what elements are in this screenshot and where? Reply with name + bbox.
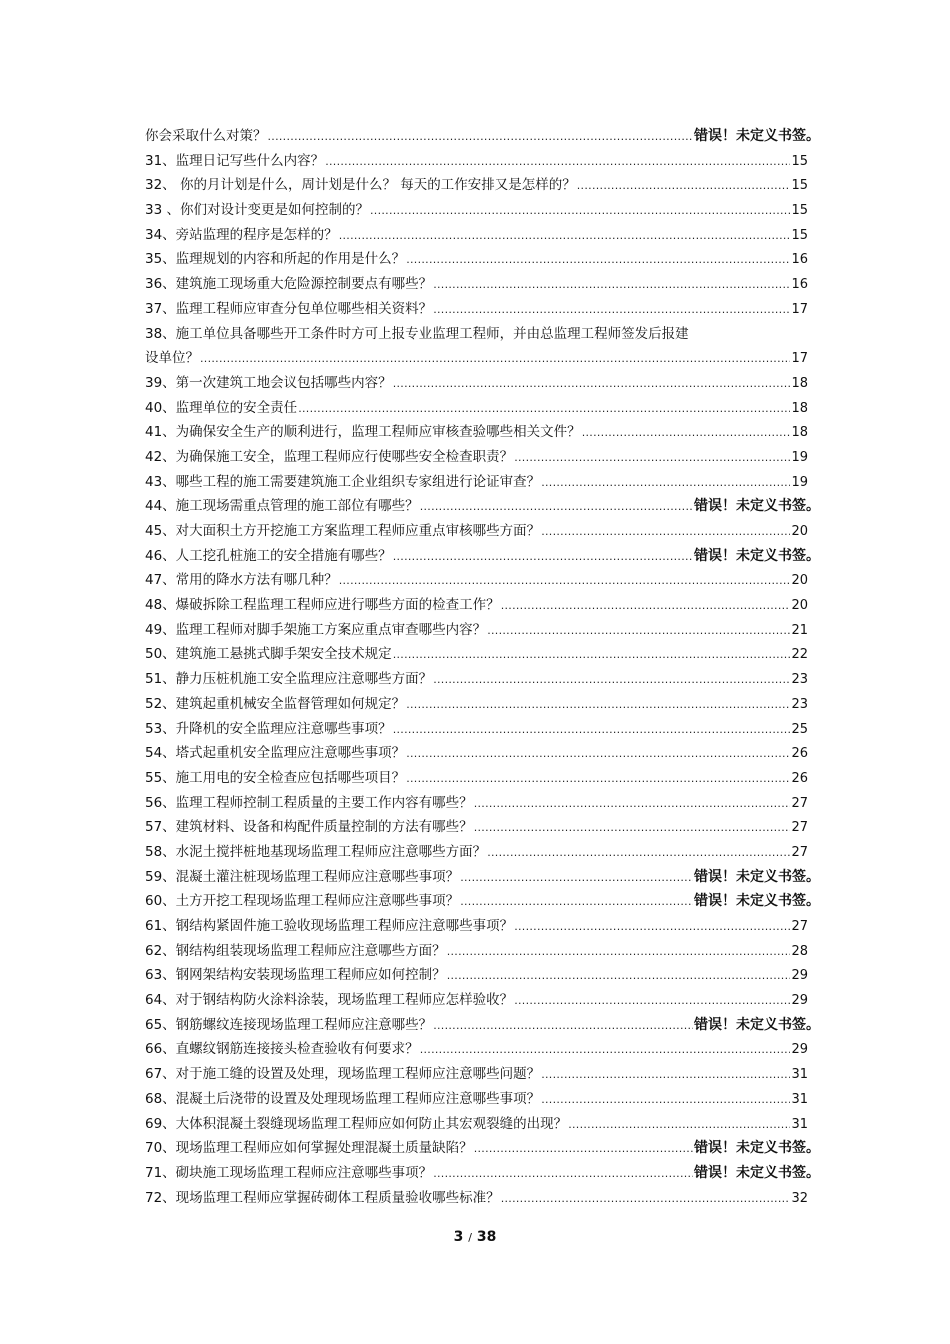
toc-page-number: 15 — [791, 203, 808, 219]
dot-leader — [514, 989, 790, 1014]
toc-entry-text: 64、对于钢结构防火涂料涂装，现场监理工程师应怎样验收？ — [145, 992, 514, 1009]
dot-leader — [433, 1014, 693, 1039]
current-page: 3 — [453, 1229, 464, 1245]
dot-leader — [541, 471, 790, 496]
toc-entry[interactable] — [145, 840, 808, 865]
toc-page-number: 31 — [791, 1091, 808, 1107]
toc-page-number: 29 — [791, 1042, 808, 1058]
dot-leader — [393, 545, 693, 570]
toc-entry[interactable] — [145, 1062, 808, 1087]
dot-leader — [447, 940, 791, 965]
dot-leader — [339, 224, 791, 249]
toc-entry[interactable] — [145, 223, 808, 248]
toc-page-number: 19 — [791, 449, 808, 465]
toc-page-number: 19 — [791, 474, 808, 490]
bookmark-error: 错误！未定义书签。 — [694, 128, 820, 144]
dot-leader — [339, 569, 791, 594]
toc-page-number: 27 — [791, 844, 808, 860]
toc-entry[interactable] — [145, 149, 808, 174]
toc-entry[interactable] — [145, 988, 808, 1013]
dot-leader — [487, 841, 790, 866]
toc-entry-text: 65、钢筋螺纹连接现场监理工程师应注意哪些？ — [145, 1016, 433, 1033]
toc-entry[interactable] — [145, 247, 808, 272]
bookmark-error: 错误！未定义书签。 — [694, 893, 820, 910]
dot-leader — [406, 767, 790, 792]
dot-leader — [474, 1137, 693, 1162]
toc-entry-text: 62、钢结构组装现场监理工程师应注意哪些方面？ — [145, 942, 446, 959]
toc-entry-text: 60、土方开挖工程现场监理工程师应注意哪些事项？ — [145, 893, 460, 910]
toc-page-number: 18 — [791, 425, 808, 441]
toc-page-number: 17 — [791, 351, 808, 367]
toc-entry[interactable] — [145, 1037, 808, 1062]
toc-entry-text: 70、现场监理工程师应如何掌握处理混凝土质量缺陷？ — [145, 1140, 473, 1157]
toc-entry[interactable] — [145, 544, 820, 569]
dot-leader — [406, 693, 790, 718]
toc-entry[interactable] — [145, 272, 808, 297]
toc-entry-text: 43、哪些工程的施工需要建筑施工企业组织专家组进行论证审查？ — [145, 473, 541, 490]
toc-page-number: 20 — [791, 598, 808, 614]
toc-entry[interactable] — [145, 815, 808, 840]
toc-entry-text: 44、施工现场需重点管理的施工部位有哪些？ — [145, 498, 419, 515]
toc-entry-text: 69、大体积混凝土裂缝现场监理工程师应如何防止其宏观裂缝的出现？ — [145, 1115, 568, 1132]
toc-entry[interactable] — [145, 914, 808, 939]
toc-page-number: 29 — [791, 993, 808, 1009]
toc-entry[interactable] — [145, 396, 808, 421]
toc-entry-text: 你会采取什么对策？ — [145, 128, 267, 144]
dot-leader — [447, 964, 791, 989]
toc-page-number: 27 — [791, 919, 808, 934]
toc-entry[interactable] — [145, 766, 808, 791]
toc-entry-text: 40、监理单位的安全责任 — [145, 399, 298, 416]
dot-leader — [474, 792, 791, 817]
toc-entry[interactable] — [145, 1013, 820, 1038]
toc-entry-text: 68、混凝土后浇带的设置及处理现场监理工程师应注意哪些事项？ — [145, 1090, 541, 1107]
dot-leader — [298, 397, 790, 422]
dot-leader — [582, 421, 791, 446]
dot-leader — [433, 668, 790, 693]
toc-entry[interactable] — [145, 1112, 808, 1137]
dot-leader — [514, 446, 790, 471]
toc-entry-text: 53、升降机的安全监理应注意哪些事项？ — [145, 720, 392, 737]
toc-entry-text: 71、砌块施工现场监理工程师应注意哪些事项？ — [145, 1164, 433, 1181]
toc-entry-text: 37、监理工程师应审查分包单位哪些相关资料？ — [145, 300, 433, 317]
bookmark-error: 错误！未定义书签。 — [694, 1016, 820, 1033]
dot-leader — [420, 495, 693, 520]
toc-entry-text: 48、爆破拆除工程监理工程师应进行哪些方面的检查工作？ — [145, 597, 500, 614]
toc-entry[interactable] — [145, 124, 820, 149]
toc-page-number: 26 — [791, 746, 808, 762]
toc-entry-text: 34、旁站监理的程序是怎样的？ — [145, 226, 338, 243]
toc-entry[interactable] — [145, 1087, 808, 1112]
page-separator: / — [468, 1231, 472, 1244]
dot-leader — [433, 298, 790, 323]
toc-page-number: 16 — [791, 252, 808, 268]
dot-leader — [200, 347, 790, 372]
dot-leader — [487, 619, 790, 644]
toc-entry[interactable] — [145, 322, 808, 371]
toc-page-number: 31 — [791, 1116, 808, 1132]
bookmark-error: 错误！未定义书签。 — [694, 1140, 820, 1157]
dot-leader — [370, 199, 790, 224]
toc-entry[interactable] — [145, 198, 808, 223]
toc-entry-text: 50、建筑施工悬挑式脚手架安全技术规定 — [145, 646, 392, 663]
toc-entry-text: 54、塔式起重机安全监理应注意哪些事项？ — [145, 745, 406, 762]
toc-entry[interactable] — [145, 618, 808, 643]
toc-page-number: 29 — [791, 968, 808, 984]
toc-entry[interactable] — [145, 667, 808, 692]
toc-entry-text: 55、施工用电的安全检查应包括哪些项目？ — [145, 769, 406, 786]
toc-entry-text: 41、为确保安全生产的顺利进行，监理工程师应审核查验哪些相关文件？ — [145, 424, 581, 441]
toc-entry-text: 58、水泥土搅拌桩地基现场监理工程师应注意哪些方面？ — [145, 843, 487, 860]
toc-entry[interactable] — [145, 741, 808, 766]
toc-page-number: 20 — [791, 573, 808, 589]
toc-entry[interactable] — [145, 568, 808, 593]
bookmark-error: 错误！未定义书签。 — [694, 868, 820, 885]
toc-page-number: 23 — [791, 672, 808, 688]
toc-page-number: 17 — [791, 301, 808, 317]
toc-page-number: 20 — [791, 524, 808, 539]
dot-leader — [268, 125, 694, 150]
toc-entry[interactable] — [145, 519, 808, 544]
dot-leader — [474, 816, 791, 841]
toc-entry[interactable] — [145, 297, 808, 322]
toc-entry-text: 59、混凝土灌注桩现场监理工程师应注意哪些事项？ — [145, 868, 460, 885]
toc-entry[interactable] — [145, 593, 808, 618]
dot-leader — [393, 643, 791, 668]
toc-page-number: 22 — [791, 647, 808, 663]
toc-entry[interactable] — [145, 642, 808, 667]
toc-page-number: 25 — [791, 721, 808, 737]
toc-entry-text: 32、 你的月计划是什么，周计划是什么？ 每天的工作安排又是怎样的？ — [145, 177, 576, 194]
toc-page-number: 26 — [791, 770, 808, 786]
toc-entry-text: 57、建筑材料、设备和构配件质量控制的方法有哪些？ — [145, 819, 473, 836]
toc-entry-text: 45、对大面积土方开挖施工方案监理工程师应重点审核哪些方面？ — [145, 523, 541, 539]
toc-entry-text: 49、监理工程师对脚手架施工方案应重点审查哪些内容？ — [145, 621, 487, 638]
toc-page-number: 18 — [791, 400, 808, 416]
toc-entry[interactable] — [145, 963, 808, 988]
table-of-contents — [145, 124, 820, 1210]
toc-entry[interactable] — [145, 692, 808, 717]
toc-entry[interactable] — [145, 1161, 820, 1186]
dot-leader — [433, 273, 790, 298]
toc-page-number: 27 — [791, 820, 808, 836]
dot-leader — [393, 372, 791, 397]
toc-entry[interactable] — [145, 420, 808, 445]
bookmark-error: 错误！未定义书签。 — [694, 547, 820, 564]
toc-entry-text: 63、钢网架结构安装现场监理工程师应如何控制？ — [145, 967, 446, 984]
toc-page-number: 15 — [791, 178, 808, 194]
dot-leader — [541, 1063, 790, 1088]
dot-leader — [541, 520, 790, 545]
dot-leader — [420, 1038, 791, 1063]
dot-leader — [393, 718, 791, 743]
toc-entry-text: 72、现场监理工程师应掌握砖砌体工程质量验收哪些标准？ — [145, 1189, 500, 1206]
toc-entry-text: 61、钢结构紧固件施工验收现场监理工程师应注意哪些事项？ — [145, 918, 514, 934]
dot-leader — [541, 1088, 790, 1113]
dot-leader — [568, 1113, 790, 1138]
toc-page-number: 21 — [791, 622, 808, 638]
dot-leader — [514, 915, 790, 940]
toc-entry[interactable] — [145, 445, 808, 470]
toc-entry[interactable] — [145, 494, 820, 519]
dot-leader — [406, 248, 790, 273]
dot-leader — [577, 174, 791, 199]
dot-leader — [406, 742, 790, 767]
toc-entry-text: 39、第一次建筑工地会议包括哪些内容？ — [145, 374, 392, 391]
toc-entry-text: 51、静力压桩机施工安全监理应注意哪些方面？ — [145, 671, 433, 688]
toc-entry-text: 66、直螺纹钢筋连接接头检查验收有何要求？ — [145, 1041, 419, 1058]
toc-page-number: 32 — [791, 1190, 808, 1206]
toc-page-number: 15 — [791, 227, 808, 243]
dot-leader — [433, 1162, 693, 1187]
dot-leader — [460, 890, 693, 915]
toc-entry[interactable] — [145, 791, 808, 816]
dot-leader — [501, 594, 791, 619]
toc-entry[interactable] — [145, 371, 808, 396]
toc-page-number: 27 — [791, 795, 808, 811]
bookmark-error: 错误！未定义书签。 — [694, 1164, 820, 1181]
toc-entry[interactable] — [145, 939, 808, 964]
toc-entry-text: 36、建筑施工现场重大危险源控制要点有哪些？ — [145, 276, 433, 293]
total-pages: 38 — [476, 1229, 497, 1245]
dot-leader — [460, 866, 693, 891]
toc-entry-text: 设单位？ — [145, 350, 199, 367]
toc-page-number: 28 — [791, 943, 808, 959]
toc-entry[interactable] — [145, 889, 820, 914]
toc-entry[interactable] — [145, 717, 808, 742]
toc-entry[interactable] — [145, 173, 808, 198]
toc-page-number: 23 — [791, 696, 808, 712]
toc-entry-text: 46、人工挖孔桩施工的安全措施有哪些？ — [145, 547, 392, 564]
toc-page-number: 31 — [791, 1067, 808, 1083]
toc-entry-text: 56、监理工程师控制工程质量的主要工作内容有哪些？ — [145, 794, 473, 811]
toc-entry-text: 52、建筑起重机械安全监督管理如何规定？ — [145, 695, 406, 712]
dot-leader — [325, 150, 790, 175]
toc-entry-text: 42、为确保施工安全，监理工程师应行使哪些安全检查职责？ — [145, 448, 514, 465]
toc-entry[interactable] — [145, 1136, 820, 1161]
toc-entry[interactable] — [145, 1186, 808, 1211]
toc-entry-text: 67、对于施工缝的设置及处理，现场监理工程师应注意哪些问题？ — [145, 1066, 541, 1083]
toc-entry[interactable] — [145, 865, 820, 890]
dot-leader — [501, 1187, 791, 1212]
toc-entry-text: 35、监理规划的内容和所起的作用是什么？ — [145, 251, 406, 268]
toc-page-number: 18 — [791, 375, 808, 391]
toc-entry[interactable] — [145, 470, 808, 495]
toc-entry-text-line1: 38、施工单位具备哪些开工条件时方可上报专业监理工程师，并由总监理工程师签发后报建 — [145, 325, 689, 342]
toc-entry-text: 33 、你们对设计变更是如何控制的？ — [145, 202, 369, 219]
page-number — [0, 1229, 950, 1245]
toc-page-number: 15 — [791, 153, 808, 169]
toc-page-number: 16 — [791, 277, 808, 293]
toc-entry-text: 47、常用的降水方法有哪几种？ — [145, 572, 338, 589]
bookmark-error: 错误！未定义书签。 — [694, 498, 820, 515]
toc-entry-text: 31、监理日记写些什么内容？ — [145, 152, 325, 169]
